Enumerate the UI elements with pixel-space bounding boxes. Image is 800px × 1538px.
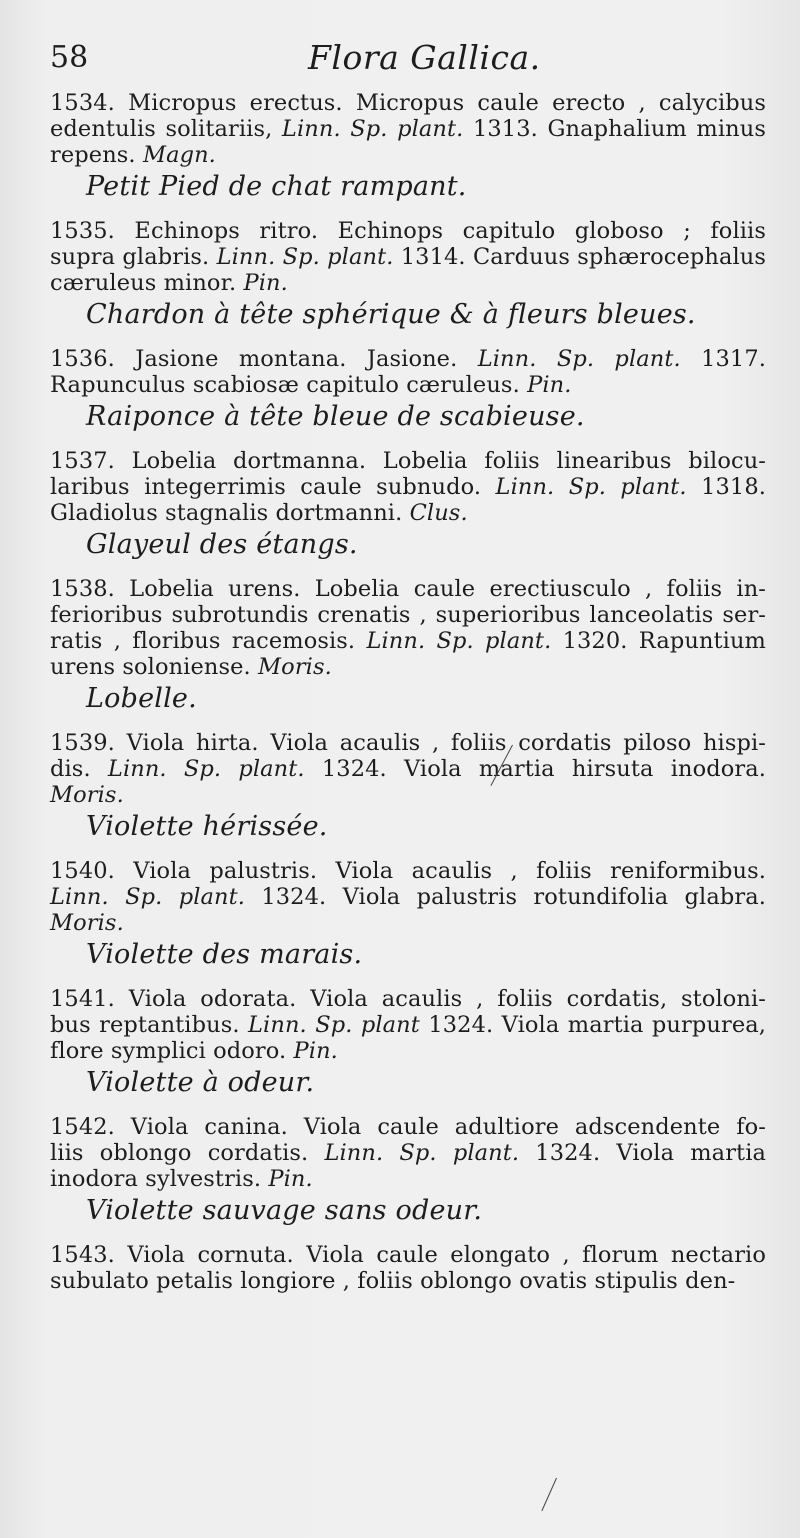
pencil-mark <box>541 1478 557 1511</box>
species-list <box>50 90 766 1294</box>
description-line: ratis , floribus racemosis. Linn. Sp. plant. 1320. Rapuntium <box>50 628 766 654</box>
description-line: Moris. <box>50 910 124 936</box>
latin-description <box>50 986 766 1064</box>
description-line: bus reptantibus. Linn. Sp. plant 1324. Viola martia purpurea, <box>50 1012 767 1038</box>
description-line: 1536. Jasione montana. Jasione. Linn. Sp. plant. 1317. <box>50 346 766 372</box>
description-line: 1537. Lobelia dortmanna. Lobelia foliis linearibus bilocu- <box>50 448 766 474</box>
latin-description <box>50 576 766 680</box>
latin-description <box>50 1242 766 1294</box>
description-line: edentulis solitariis, Linn. Sp. plant. 1313. Gnaphalium minus <box>50 116 766 142</box>
latin-description <box>50 90 766 168</box>
description-line: 1538. Lobelia urens. Lobelia caule erectiusculo , foliis in- <box>50 576 766 602</box>
page-header <box>50 38 766 90</box>
description-line: Gladiolus stagnalis dortmanni. Clus. <box>50 500 468 526</box>
description-line: 1540. Viola palustris. Viola acaulis , foliis reniformibus. <box>50 858 766 884</box>
description-line: repens. Magn. <box>50 142 216 168</box>
description-line: 1539. Viola hirta. Viola acaulis , foliis cordatis piloso hispi- <box>50 730 766 756</box>
description-line: Rapunculus scabiosæ capitulo cæruleus. Pin. <box>50 372 572 398</box>
species-entry <box>50 346 766 434</box>
species-entry <box>50 858 766 972</box>
running-title: Flora Gallica. <box>308 38 541 77</box>
french-common-name: Chardon à tête sphérique & à fleurs bleues. <box>86 299 696 330</box>
french-common-name: Lobelle. <box>86 683 197 714</box>
species-entry <box>50 1242 766 1294</box>
french-common-name: Violette sauvage sans odeur. <box>86 1195 483 1226</box>
latin-description <box>50 1114 766 1192</box>
latin-description <box>50 730 766 808</box>
description-line: Moris. <box>50 782 124 808</box>
species-entry <box>50 90 766 204</box>
latin-description <box>50 218 766 296</box>
description-line: dis. Linn. Sp. plant. 1324. Viola martia hirsuta inodora. <box>50 756 766 782</box>
description-line: 1543. Viola cornuta. Viola caule elongato , florum nectario <box>50 1242 766 1268</box>
species-entry <box>50 986 766 1100</box>
description-line: ferioribus subrotundis crenatis , superioribus lanceolatis ser- <box>50 602 766 628</box>
description-line: flore symplici odoro. Pin. <box>50 1038 338 1064</box>
description-line: supra glabris. Linn. Sp. plant. 1314. Carduus sphærocephalus <box>50 244 767 270</box>
latin-description <box>50 858 766 936</box>
french-common-name: Raiponce à tête bleue de scabieuse. <box>86 401 585 432</box>
species-entry <box>50 218 766 332</box>
species-entry <box>50 1114 766 1228</box>
description-line: laribus integerrimis caule subnudo. Linn. Sp. plant. 1318. <box>50 474 767 500</box>
french-common-name: Violette hérissée. <box>86 811 328 842</box>
description-line: 1541. Viola odorata. Viola acaulis , foliis cordatis, stoloni- <box>50 986 766 1012</box>
latin-description <box>50 346 766 398</box>
latin-description <box>50 448 766 526</box>
species-entry <box>50 448 766 562</box>
description-line: 1542. Viola canina. Viola caule adultiore adscendente fo- <box>50 1114 766 1140</box>
french-common-name: Glayeul des étangs. <box>86 529 358 560</box>
species-entry <box>50 576 766 716</box>
description-line: subulato petalis longiore , foliis oblongo ovatis stipulis den- <box>50 1268 736 1294</box>
description-line: cæruleus minor. Pin. <box>50 270 288 296</box>
french-common-name: Violette des marais. <box>86 939 363 970</box>
description-line: 1534. Micropus erectus. Micropus caule erecto , calycibus <box>50 90 766 116</box>
description-line: 1535. Echinops ritro. Echinops capitulo globoso ; foliis <box>50 218 766 244</box>
description-line: Linn. Sp. plant. 1324. Viola palustris rotundifolia glabra. <box>50 884 766 910</box>
description-line: urens soloniense. Moris. <box>50 654 332 680</box>
description-line: inodora sylvestris. Pin. <box>50 1166 313 1192</box>
page-number: 58 <box>50 40 89 75</box>
species-entry <box>50 730 766 844</box>
french-common-name: Violette à odeur. <box>86 1067 315 1098</box>
description-line: liis oblongo cordatis. Linn. Sp. plant. 1324. Viola martia <box>50 1140 767 1166</box>
french-common-name: Petit Pied de chat rampant. <box>86 171 467 202</box>
